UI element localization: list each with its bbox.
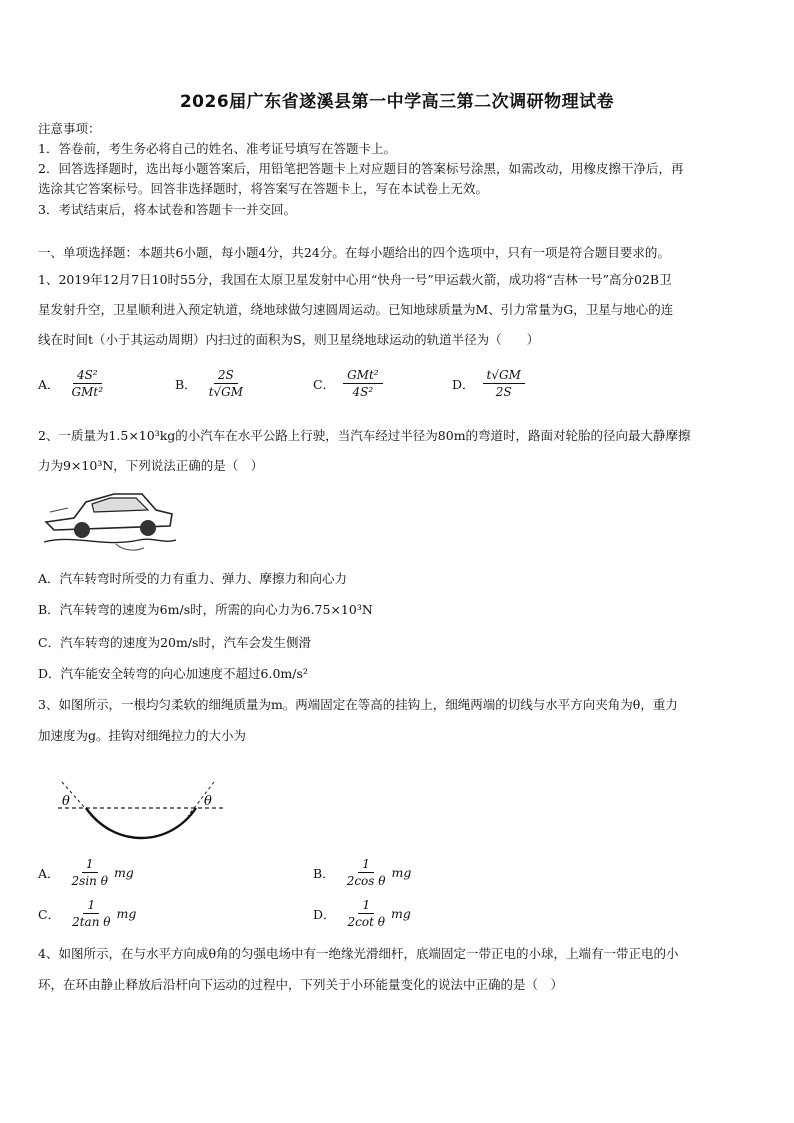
- theta-label-left: θ: [62, 794, 70, 809]
- q1-option-b: B． $\frac{2S}{t√GM}$: [175, 368, 247, 399]
- q2-option-c: C．汽车转弯的速度为20m/s时，汽车会发生侧滑: [38, 635, 311, 650]
- rope-figure: [54, 778, 234, 846]
- fraction: $\frac{1}{\text{2sin θ}}$: [71, 857, 108, 888]
- car-turning-figure: [44, 482, 179, 554]
- notice-item: 2．回答选择题时，选出每小题答案后，用铅笔把答题卡上对应题目的答案标号涂黑，如需改动，用橡皮擦干净后，再: [38, 161, 684, 176]
- q1-stem: 星发射升空，卫星顺利进入预定轨道，绕地球做匀速圆周运动。已知地球质量为M、引力常量为G，卫星与地心的连: [38, 302, 674, 317]
- q1-stem: 线在时间t（小于其运动周期）内扫过的面积为S，则卫星绕地球运动的轨道半径为（ ）: [38, 332, 540, 347]
- fraction: $\frac{2S}{t√GM}$: [208, 368, 244, 399]
- theta-label-right: θ: [204, 794, 212, 809]
- q2-option-b: B．汽车转弯的速度为6m/s时，所需的向心力为6.75×10³N: [38, 602, 373, 617]
- fraction: $\frac{1}{\text{2cot θ}}$: [347, 898, 385, 929]
- q1-option-a: A． $\frac{\text{4S²}}{\text{GMt²}}$: [38, 368, 107, 399]
- fraction: $\frac{\text{4S²}}{\text{GMt²}}$: [71, 368, 104, 399]
- q2-option-d: D．汽车能安全转弯的向心加速度不超过6.0m/s²: [38, 666, 308, 681]
- q3-option-b: B． $\frac{1}{\text{2cos θ}}$ mg: [313, 857, 412, 888]
- q1-option-c: C． $\frac{\text{GMt²}}{\text{4S²}}$: [313, 368, 383, 399]
- q1-option-d: D． $\frac{t√GM}{2S}$: [452, 368, 525, 399]
- fraction: $\frac{\text{GMt²}}{\text{4S²}}$: [343, 368, 383, 399]
- q4-stem: 环，在环由静止释放后沿杆向下运动的过程中，下列关于小环能量变化的说法中正确的是（ ）: [38, 977, 564, 992]
- q2-stem: 2、一质量为1.5×10³kg的小汽车在水平公路上行驶，当汽车经过半径为80m的弯道时，路面对轮胎的径向最大静摩擦: [38, 428, 691, 443]
- q3-option-c: C． $\frac{1}{\text{2tan θ}}$ mg: [38, 898, 137, 929]
- q2-option-a: A．汽车转弯时所受的力有重力、弹力、摩擦力和向心力: [38, 571, 348, 586]
- fraction: $\frac{1}{\text{2cos θ}}$: [346, 857, 386, 888]
- notice-item: 选涂其它答案标号。回答非选择题时，将答案写在答题卡上，写在本试卷上无效。: [38, 181, 489, 196]
- q4-stem: 4、如图所示，在与水平方向成θ角的匀强电场中有一绝缘光滑细杆，底端固定一带正电的小球，上端有一带正电的小: [38, 946, 679, 961]
- section-heading: 一、单项选择题：本题共6小题，每小题4分，共24分。在每小题给出的四个选项中，只有一项是符合题目要求的。: [38, 245, 670, 260]
- q2-stem: 力为9×10³N，下列说法正确的是（ ）: [38, 458, 264, 473]
- q3-stem: 3、如图所示，一根均匀柔软的细绳质量为m。两端固定在等高的挂钩上，细绳两端的切线与水平方向夹角为θ，重力: [38, 697, 678, 712]
- notice-item: 1．答卷前，考生务必将自己的姓名、准考证号填写在答题卡上。: [38, 141, 396, 156]
- notice-item: 3．考试结束后，将本试卷和答题卡一并交回。: [38, 202, 296, 217]
- q3-stem: 加速度为g。挂钩对细绳拉力的大小为: [38, 728, 247, 743]
- q3-option-a: A． $\frac{1}{\text{2sin θ}}$ mg: [38, 857, 134, 888]
- exam-title: 2026届广东省遂溪县第一中学高三第二次调研物理试卷: [179, 92, 615, 112]
- fraction: $\frac{t√GM}{2S}$: [483, 368, 525, 399]
- q3-option-d: D． $\frac{1}{\text{2cot θ}}$ mg: [313, 898, 411, 929]
- notice-heading: 注意事项：: [38, 121, 101, 136]
- q1-stem: 1、2019年12月7日10时55分，我国在太原卫星发射中心用“快舟一号”甲运载火箭，成功将“吉林一号”高分02B卫: [38, 272, 672, 287]
- fraction: $\frac{1}{\text{2tan θ}}$: [72, 898, 111, 929]
